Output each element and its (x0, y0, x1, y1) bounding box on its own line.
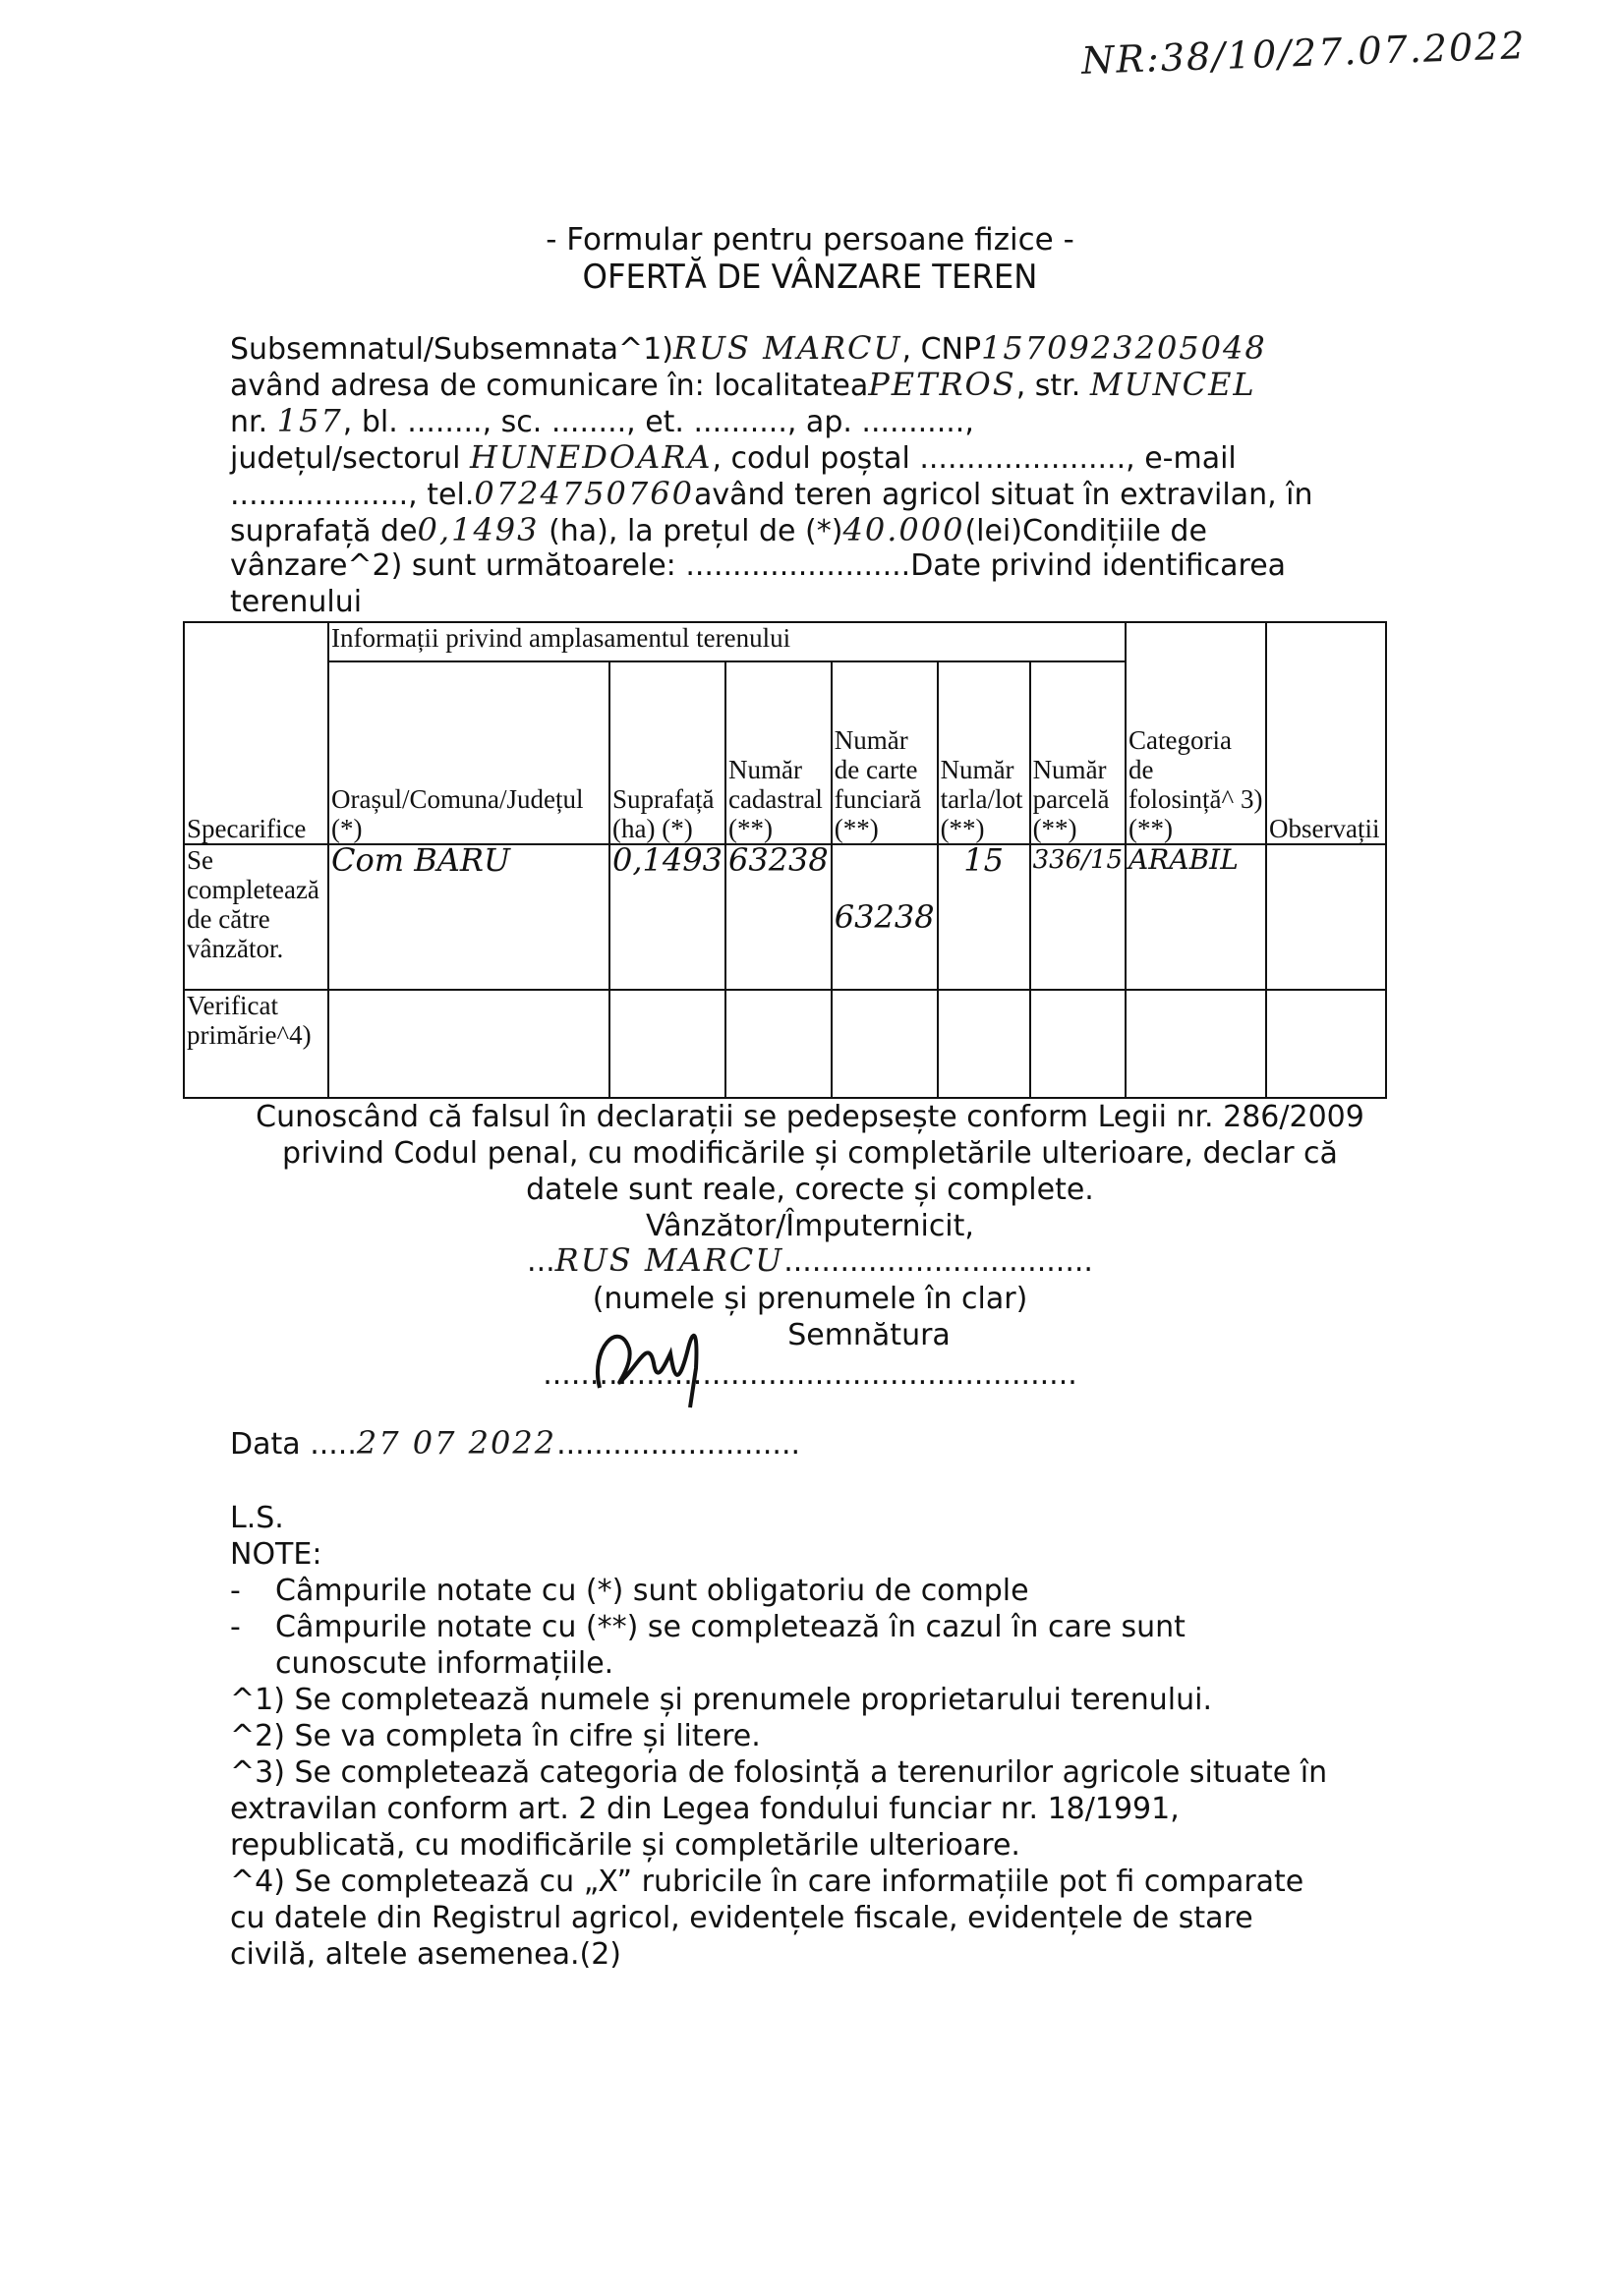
signature-scribble-icon (580, 1309, 718, 1417)
dots: .......................... (556, 1427, 801, 1462)
empty-cell (1030, 990, 1126, 1098)
dots: ..... (310, 1427, 357, 1462)
note-2: ^2) Se va completa în cifre și litere. (230, 1719, 761, 1753)
cadastral-value: 63238 (725, 844, 832, 990)
land-book-header: Număr de carte funciară (**) (832, 661, 938, 844)
obs-header: Observații (1269, 814, 1380, 843)
locality-label: având adresa de comunicare în: localitatea (230, 369, 869, 403)
declaration-line-2: privind Codul penal, cu modificările și completările ulterioare, declar că (282, 1136, 1338, 1171)
phone-value: 0724750760 (474, 475, 694, 512)
cnp-label: , CNP (901, 332, 982, 367)
dots: ... (527, 1244, 555, 1279)
seller-role: Vânzător/Împuternicit, (646, 1209, 974, 1243)
number-value: 157 (276, 402, 343, 439)
note-1: ^1) Se completează numele și prenumele proprietarului terenului. (230, 1683, 1212, 1717)
land-book-value: 63238 (832, 844, 938, 990)
obs-header-cell (1266, 622, 1386, 844)
date-label: Data (230, 1427, 301, 1462)
conditions-label: (lei)Condițiile de (964, 514, 1207, 548)
note-4: ^4) Se completează cu „X” rubricile în care informațiile pot fi comparate (230, 1865, 1304, 1899)
signer-name: RUS MARCU (554, 1241, 784, 1279)
tarla-value: 15 (938, 844, 1030, 990)
form-subtitle: - Formular pentru persoane fizice - (546, 222, 1074, 258)
signature-caption: Semnătura (787, 1318, 951, 1352)
cnp-value: 1570923205048 (981, 329, 1267, 367)
note-3-cont-2: republicată, cu modificările și completările ulterioare. (230, 1828, 1020, 1863)
land-info-table (183, 621, 1387, 1099)
empty-cell (609, 990, 725, 1098)
street-value: MUNCEL (1089, 366, 1256, 403)
empty-cell (1126, 990, 1266, 1098)
street-label: , str. (1015, 369, 1081, 403)
note-bullet-2: - Câmpurile notate cu (**) se completează în cazul în care sunt (230, 1610, 1186, 1644)
tarla-header: Număr tarla/lot (**) (938, 661, 1030, 844)
registration-number: NR:38/10/27.07.2022 (1080, 24, 1528, 83)
notes-title: NOTE: (230, 1537, 322, 1572)
ls-mark: L.S. (230, 1501, 284, 1535)
note-3-cont-1: extravilan conform art. 2 din Legea fondului funciar nr. 18/1991, (230, 1792, 1180, 1826)
owner-line-5 (230, 476, 1313, 513)
location-group-header: Informații privind amplasamentul terenului (328, 622, 1126, 661)
dots: ................................. (783, 1244, 1093, 1279)
parcel-header: Număr parcelă (**) (1030, 661, 1126, 844)
area-cell-value: 0,1493 (609, 844, 725, 990)
empty-cell (328, 990, 609, 1098)
city-header: Orașul/Comuna/Județul (*) (328, 661, 609, 844)
owner-line-6 (230, 512, 1207, 549)
owner-name: RUS MARCU (672, 329, 902, 367)
signature-line: ......................................................... (543, 1357, 1077, 1392)
locality-value: PETROS (868, 366, 1016, 403)
form-title: OFERTĂ DE VÂNZARE TEREN (582, 258, 1038, 297)
price-value: 40.000 (842, 511, 965, 548)
note-4-cont-2: civilă, altele asemenea.(2) (230, 1937, 622, 1972)
category-header: Categoria de folosință^ 3) (**) (1128, 725, 1263, 843)
signer-name-line (0, 1242, 1620, 1280)
empty-cell (832, 990, 938, 1098)
category-value: ARABIL (1126, 844, 1266, 990)
date-line (230, 1425, 800, 1463)
note-bullet-1: - Câmpurile notate cu (*) sunt obligatoriu de comple (230, 1574, 1029, 1608)
county-value: HUNEDOARA (470, 438, 713, 476)
obs-value (1266, 844, 1386, 990)
empty-cell (1266, 990, 1386, 1098)
seller-row-label: Se completează de către vânzător. (184, 844, 328, 990)
empty-cell (725, 990, 832, 1098)
empty-cell (938, 990, 1030, 1098)
owner-line-8: terenului (230, 585, 363, 619)
spec-header: Specarifice (187, 814, 307, 843)
city-value: Com BARU (328, 844, 609, 990)
owner-name-label: Subsemnatul/Subsemnata^1) (230, 332, 673, 367)
note-bullet-2-cont: cunoscute informațiile. (275, 1646, 614, 1681)
area-label: suprafață de (230, 514, 418, 548)
owner-line-2 (230, 367, 1256, 404)
area-value: 0,1493 (417, 511, 540, 548)
phone-label: ..................., tel. (230, 478, 475, 512)
table-row (184, 990, 1386, 1098)
owner-line-4 (230, 439, 1237, 477)
date-value: 27 07 2022 (356, 1424, 557, 1462)
land-location-text: având teren agricol situat în extravilan, în (693, 478, 1313, 512)
owner-line-7: vânzare^2) sunt următoarele: ........................Date privind identificarea (230, 548, 1287, 583)
area-header: Suprafață (ha) (*) (609, 661, 725, 844)
verified-row-label: Verificat primărie^4) (184, 990, 328, 1098)
note-3: ^3) Se completează categoria de folosință a terenurilor agricole situate în (230, 1755, 1328, 1790)
county-label: județul/sectorul (230, 441, 461, 476)
spec-header-cell (184, 622, 328, 844)
address-rest: , bl. ........, sc. ........, et. .........., ap. ..........., (342, 405, 974, 439)
price-label: (ha), la prețul de (*) (549, 514, 843, 548)
name-caption: (numele și prenumele în clar) (592, 1282, 1028, 1316)
declaration-line-1: Cunoscând că falsul în declarații se pedepsește conform Legii nr. 286/2009 (256, 1100, 1364, 1134)
parcel-value: 336/15 (1030, 844, 1126, 990)
declaration-line-3: datele sunt reale, corecte și complete. (526, 1173, 1094, 1207)
note-4-cont-1: cu datele din Registrul agricol, evidențele fiscale, evidențele de stare (230, 1901, 1253, 1935)
cadastral-header: Număr cadastral (**) (725, 661, 832, 844)
category-header-cell (1126, 622, 1266, 844)
owner-line-3 (230, 403, 974, 440)
owner-line-1 (230, 330, 1267, 368)
number-label: nr. (230, 405, 268, 439)
table-row (184, 844, 1386, 990)
postal-email-label: , codul poștal ......................, e-mail (712, 441, 1237, 476)
